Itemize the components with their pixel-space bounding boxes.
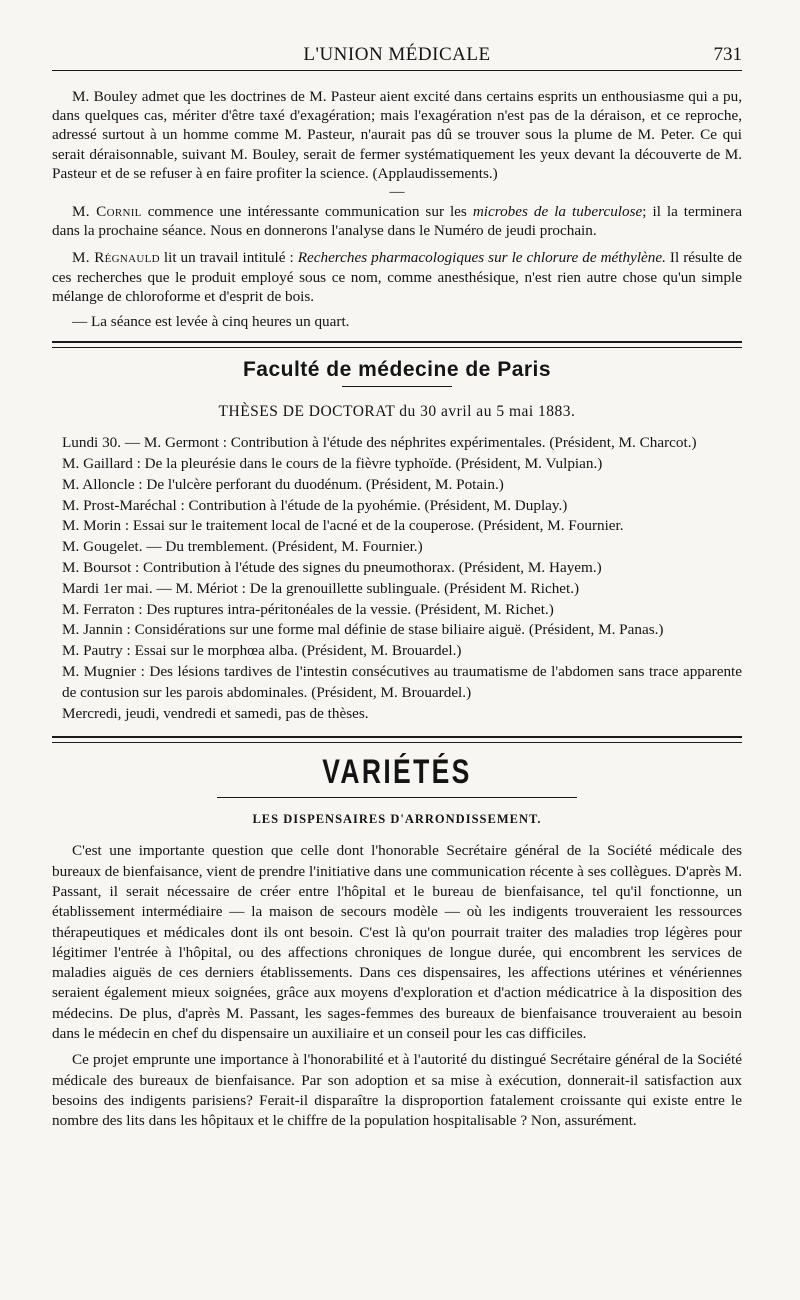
list-item: M. Jannin : Considérations sur une forme mal définie de stase biliaire aiguë. (Président, M. Panas.) [62, 621, 664, 639]
speaker-name: M. Régnauld [72, 249, 160, 267]
paragraph-text: commence une intéressante communication sur les [141, 203, 473, 221]
list-item: M. Boursot : Contribution à l'étude des signes du pneumothorax. (Président, M. Hayem.) [62, 559, 602, 577]
title-underline [217, 797, 577, 798]
faculty-title: Faculté de médecine de Paris [242, 358, 552, 382]
list-item: Lundi 30. — M. Germont : Contribution à l'étude des néphrites expérimentales. (Président, M. Charcot.) [62, 434, 697, 452]
article-paragraph: Ce projet emprunte une importance à l'honorabilité et à l'autorité du distingué Secrétaire général de la Société médicale des bureaux de bienfaisance. Par son adoption et sa mise à exécution, donnerait-il satisfaction aux besoins des indigents parisiens? Ferait-il disparaître la disproportion fatalement croissante qui existe entre le nombre des lits dans les hôpitaux et le chiffre de la population hospitalisable ? Non, assurément. [52, 1051, 742, 1130]
paragraph-text: lit un travail intitulé : [159, 249, 298, 267]
section-double-rule [52, 341, 742, 348]
list-item: M. Alloncle : De l'ulcère perforant du duodénum. (Président, M. Potain.) [62, 475, 504, 493]
list-item: M. Gougelet. — Du tremblement. (Président, M. Fournier.) [62, 538, 423, 556]
dash-separator: — [389, 184, 405, 201]
list-item: M. Mugnier : Des lésions tardives de l'intestin consécutives au traumatisme de l'abdomen sans trace apparente de contusion sur les parois abdominales. (Président, M. Brouardel.) [62, 663, 742, 701]
speaker-name: M. Cornil [72, 203, 142, 221]
title-underline [342, 386, 452, 387]
italic-title: microbes de la tuberculose [472, 203, 643, 221]
list-item: M. Pautry : Essai sur le morphœa alba. (Président, M. Brouardel.) [62, 642, 462, 660]
paragraph-regnauld [52, 248, 742, 306]
italic-title: Recherches pharmacologiques sur le chlorure de méthylène. [297, 249, 666, 267]
paragraph-closing: — La séance est levée à cinq heures un quart. [72, 313, 350, 331]
list-item: M. Prost-Maréchal : Contribution à l'étude de la pyohémie. (Président, M. Duplay.) [62, 496, 568, 514]
varietes-title: VARIÉTÉS [322, 753, 472, 792]
theses-list [52, 433, 742, 724]
article-body [52, 841, 742, 1131]
article-paragraph: C'est une importante question que celle dont l'honorable Secrétaire général de la Société médicale des bureaux de bienfaisance, vient de prendre l'initiative dans une communication récente à ses collègues. D'après M. Passant, il serait nécessaire de créer entre l'hôpital et le bureau de bienfaisance, tel qu'il fonctionne, un établissement intermédiaire — la maison de secours modèle — où les indigents trouveraient les ressources thérapeutiques et médicales dont ils ont besoin. C'est là qu'on pourrait traiter des maladies trop légères pour légitimer l'entrée à l'hôpital, ou des affections chroniques de longue durée, qui encombrent les services de maladies aiguës de ces derniers établissements. Dans ces dispensaires, les affections utérines et vénériennes seraient également mieux soignées, grâce aux moyens d'exploration et d'action médicatrice à la disposition des médecins. De plus, d'après M. Passant, les sages-femmes des bureaux de bienfaisance trouveraient au besoin dans le médecin en chef du dispensaire un auxiliaire et un conseil pour les cas difficiles. [52, 842, 742, 1043]
list-item: M. Morin : Essai sur le traitement local de l'acné et de la couperose. (Président, M. Fournier. [62, 517, 624, 535]
list-item: Mercredi, jeudi, vendredi et samedi, pas de thèses. [62, 704, 369, 722]
session-report [52, 87, 742, 331]
section-double-rule [52, 736, 742, 743]
paragraph-text: ; il la terminera dans la prochaine séance. Nous en donnerons l'analyse dans le Numéro de jeudi prochain. [52, 203, 742, 240]
paragraph-text: Il résulte de ces recherches que le produit employé sous ce nom, comme anesthésique, n'est rien autre chose qu'un simple mélange de chloroforme et d'esprit de bois. [52, 249, 742, 305]
journal-title: L'UNION MÉDICALE [303, 44, 491, 65]
theses-subtitle: THÈSES DE DOCTORAT du 30 avril au 5 mai 1883. [218, 403, 576, 421]
article-title: LES DISPENSAIRES D'ARRONDISSEMENT. [252, 812, 542, 827]
list-item: M. Gaillard : De la pleurésie dans le cours de la fièvre typhoïde. (Président, M. Vulpian.) [62, 455, 603, 473]
page-number: 731 [713, 44, 742, 65]
paragraph-cornil [52, 202, 742, 240]
list-item: M. Ferraton : Des ruptures intra-péritonéales de la vessie. (Président, M. Richet.) [62, 600, 554, 618]
list-item: Mardi 1er mai. — M. Mériot : De la grenouillette sublinguale. (Président M. Richet.) [62, 579, 580, 597]
paragraph-bouley: M. Bouley admet que les doctrines de M. Pasteur aient excité dans certains esprits un enthousiasme qui a pu, dans quelques cas, mériter d'être taxé d'exagération; mais l'exagération n'est pas de la déraison, et ce reproche, adressé surtout à un homme comme M. Pasteur, n'aurait pas dû se trouver sous la plume de M. Peter. Ce qui serait déraisonnable, suivant M. Bouley, serait de fermer systématiquement les yeux devant la découverte de M. Pasteur et de se refuser à en faire profiter la science. (Applaudissements.) [52, 88, 742, 182]
running-head [52, 0, 742, 64]
